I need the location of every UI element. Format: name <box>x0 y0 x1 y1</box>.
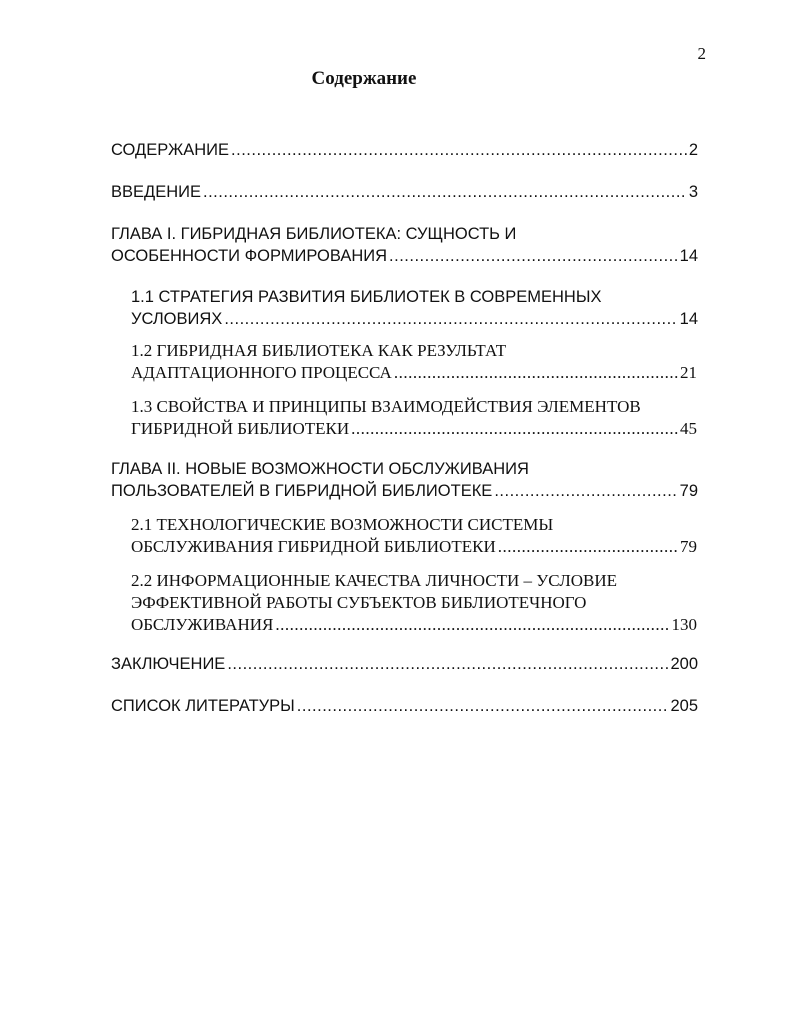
toc-entry-title-line: ГЛАВА I. ГИБРИДНАЯ БИБЛИОТЕКА: СУЩНОСТЬ И <box>111 225 517 243</box>
toc-entry-page: 79 <box>680 537 697 556</box>
dot-leader <box>227 653 668 675</box>
toc-entry-title-line: УСЛОВИЯХ <box>131 310 223 328</box>
toc-entry-title-line: ОБСЛУЖИВАНИЯ ГИБРИДНОЙ БИБЛИОТЕКИ <box>131 537 496 556</box>
toc-entry-introduction[interactable] <box>111 181 698 203</box>
toc-entry-title-line: ОБСЛУЖИВАНИЯ <box>131 615 274 634</box>
dot-leader <box>224 308 677 330</box>
toc-entry-title-line: ЭФФЕКТИВНОЙ РАБОТЫ СУБЪЕКТОВ БИБЛИОТЕЧНОГО <box>131 593 587 612</box>
toc-entry-title: СПИСОК ЛИТЕРАТУРЫ <box>111 697 295 715</box>
toc-entry-section-1-3[interactable] <box>131 396 697 440</box>
toc-entry-title-line: АДАПТАЦИОННОГО ПРОЦЕССА <box>131 363 392 382</box>
toc-entry-section-2-1[interactable] <box>131 514 697 558</box>
toc-entry-title: ВВЕДЕНИЕ <box>111 183 201 201</box>
dot-leader <box>389 245 678 267</box>
toc-entry-page: 21 <box>680 363 697 382</box>
toc-entry-title-line: ОСОБЕННОСТИ ФОРМИРОВАНИЯ <box>111 247 388 265</box>
toc-entry-contents[interactable] <box>111 139 698 161</box>
toc-entry-title: ЗАКЛЮЧЕНИЕ <box>111 655 226 673</box>
toc-entry-page: 130 <box>671 615 697 634</box>
toc-entry-title-line: ПОЛЬЗОВАТЕЛЕЙ В ГИБРИДНОЙ БИБЛИОТЕКЕ <box>111 482 493 500</box>
toc-entry-title-line: ГЛАВА II. НОВЫЕ ВОЗМОЖНОСТИ ОБСЛУЖИВАНИЯ <box>111 460 529 478</box>
dot-leader <box>297 695 669 717</box>
toc-entry-conclusion[interactable] <box>111 653 698 675</box>
toc-entry-page: 205 <box>670 697 698 715</box>
dot-leader <box>498 536 678 558</box>
toc-entry-title-line: 1.1 СТРАТЕГИЯ РАЗВИТИЯ БИБЛИОТЕК В СОВРЕМЕННЫХ <box>131 288 602 306</box>
toc-entry-page: 200 <box>670 655 698 673</box>
toc-entry-section-2-2[interactable] <box>131 570 697 636</box>
toc-entry-page: 3 <box>688 183 698 201</box>
dot-leader <box>275 614 669 636</box>
toc-entry-page: 45 <box>680 419 697 438</box>
toc-entry-title-line: 2.1 ТЕХНОЛОГИЧЕСКИЕ ВОЗМОЖНОСТИ СИСТЕМЫ <box>131 515 554 534</box>
dot-leader <box>394 362 678 384</box>
toc-entry-page: 14 <box>679 247 698 265</box>
dot-leader <box>231 139 687 161</box>
toc-entry-section-1-1[interactable] <box>131 286 698 330</box>
dot-leader <box>203 181 687 203</box>
toc-entry-page: 79 <box>679 482 698 500</box>
toc-entry-title-line: ГИБРИДНОЙ БИБЛИОТЕКИ <box>131 419 350 438</box>
toc-entry-page: 14 <box>679 310 698 328</box>
toc-entry-chapter-2[interactable] <box>111 458 698 502</box>
dot-leader <box>494 480 677 502</box>
toc-entry-title-line: 1.3 СВОЙСТВА И ПРИНЦИПЫ ВЗАИМОДЕЙСТВИЯ ЭЛЕМЕНТОВ <box>131 397 641 416</box>
toc-entry-chapter-1[interactable] <box>111 223 698 267</box>
toc-entry-title-line: 1.2 ГИБРИДНАЯ БИБЛИОТЕКА КАК РЕЗУЛЬТАТ <box>131 341 507 360</box>
toc-entry-bibliography[interactable] <box>111 695 698 717</box>
toc-entry-page: 2 <box>688 141 698 159</box>
toc-entry-title-line: 2.2 ИНФОРМАЦИОННЫЕ КАЧЕСТВА ЛИЧНОСТИ – УСЛОВИЕ <box>131 571 618 590</box>
dot-leader <box>351 418 678 440</box>
toc-entry-section-1-2[interactable] <box>131 340 697 384</box>
page-number: 2 <box>697 44 706 63</box>
toc-entry-title: СОДЕРЖАНИЕ <box>111 141 230 159</box>
page-title: Содержание <box>311 68 417 89</box>
